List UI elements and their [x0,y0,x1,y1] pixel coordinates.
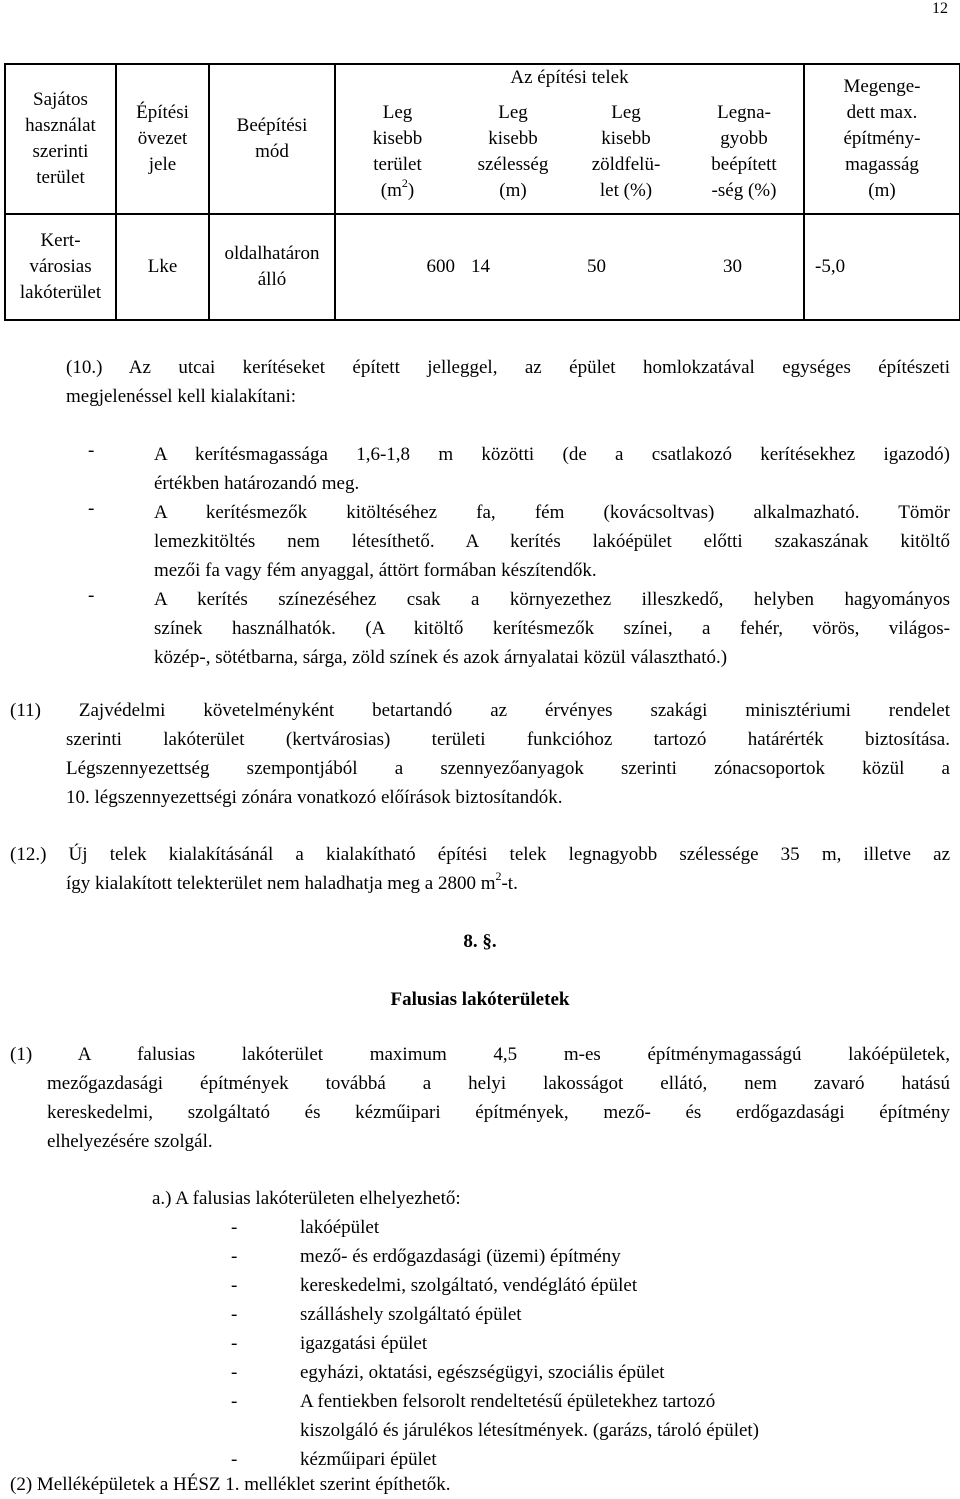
list-item: mező- és erdőgazdasági (üzemi) építmény [300,1246,621,1267]
list-dash: - [231,1362,238,1383]
cell-min-area: 600 [335,214,459,320]
p11-line4: 10. légszennyezettségi zónára vonatkozó előírások biztosítandók. [66,787,563,808]
p10-bullet3-line2: színek használhatók. (A kitöltő kerítésmezők színei, a fehér, vörös, világos- [154,618,950,639]
p10-intro-line2: megjelenéssel kell kialakítani: [66,386,297,407]
list-dash: - [231,1217,238,1238]
list-dash: - [231,1449,238,1470]
header-plot-group: Az építési telek [335,64,804,92]
zoning-table [4,63,960,321]
cell-min-green: 50 [567,214,685,320]
p10-bullet1-line2: értékben határozandó meg. [154,473,360,494]
p10-bullet3-line3: közép-, sötétbarna, sárga, zöld színek és azok árnyalatai közül választható.) [154,647,728,668]
p10-bullet3-line1: A kerítés színezéséhez csak a környezethez illeszkedő, helyben hagyományos [154,589,950,610]
list-item: igazgatási épület [300,1333,428,1354]
p10-intro-line1: (10.) Az utcai kerítéseket épített jelleggel, az épület homlokzatával egységes építészeti [66,357,950,378]
section-number: 8. §. [463,931,497,952]
list-dash: - [231,1275,238,1296]
header-max-height: Megenge- dett max. építmény- magasság (m) [804,64,960,214]
s1-line1: (1) A falusias lakóterület maximum 4,5 m-es építménymagasságú lakóépületek, [10,1044,950,1065]
header-max-built: Legna- gyobb beépített -ség (%) [685,92,804,214]
cell-max-built: 30 [685,214,804,320]
cell-max-height: -5,0 [804,214,960,320]
p12-line1: (12.) Új telek kialakításánál a kialakítható építési telek legnagyobb szélessége 35 m, illetve az [10,844,950,865]
list-dash: - [231,1246,238,1267]
list-item-continuation: kiszolgáló és járulékos létesítmények. (garázs, tároló épület) [300,1420,760,1441]
header-min-width: Leg kisebb szélesség (m) [459,92,567,214]
page-number: 12 [932,0,948,17]
header-building-mode: Beépítési mód [209,64,335,214]
bullet-dash: - [88,585,95,606]
cell-zone-code: Lke [116,214,209,320]
p11-line3: Légszennyezettség szempontjából a szennyezőanyagok szerinti zónacsoportok közül a [66,758,950,779]
s1-line2: mezőgazdasági építmények továbbá a helyi lakosságot ellátó, nem zavaró hatású [47,1073,950,1094]
list-item: lakóépület [300,1217,380,1238]
bullet-dash: - [88,440,95,461]
list-dash: - [231,1391,238,1412]
section-title: Falusias lakóterületek [390,989,570,1010]
p11-line1: (11) Zajvédelmi követelményként betartandó az érvényes szakági minisztériumi rendelet [10,700,950,721]
list-item: kézműipari épület [300,1449,437,1470]
s1-line3: kereskedelmi, szolgáltató és kézműipari építmények, mező- és erdőgazdasági építmény [47,1102,950,1123]
p10-bullet1-line1: A kerítésmagassága 1,6-1,8 m közötti (de a csatlakozó kerítésekhez igazodó) [154,444,950,465]
cell-building-mode: oldalhatáron álló [209,214,335,320]
list-dash: - [231,1304,238,1325]
header-zone-code: Építési övezet jele [116,64,209,214]
p10-bullet2-line3: mezői fa vagy fém anyaggal, áttört formában készítendők. [154,560,597,581]
p10-bullet2-line2: lemezkitöltés nem létesíthető. A kerítés lakóépület előtti szakaszának kitöltő [154,531,950,552]
list-item: szálláshely szolgáltató épület [300,1304,522,1325]
header-use: Sajátos használat szerinti terület [5,64,116,214]
cell-use: Kert- városias lakóterület [5,214,116,320]
s1-line4: elhelyezésére szolgál. [47,1131,213,1152]
list-dash: - [231,1333,238,1354]
p12-line2: így kialakított telekterület nem haladhatja meg a 2800 $m^2-t$. [66,868,518,894]
table-row [5,214,960,320]
cell-min-width: 14 [459,214,567,320]
list-item: egyházi, oktatási, egészségügyi, szociális épület [300,1362,665,1383]
list-item: A fentiekben felsorolt rendeltetésű épületekhez tartozó [300,1391,716,1412]
header-min-area: Leg kisebb terület $(m^2)$ [335,92,459,214]
list-heading: a.) A falusias lakóterületen elhelyezhető: [152,1188,461,1209]
p11-line2: szerinti lakóterület (kertvárosias) területi funkcióhoz tartozó határérték biztosítása. [66,729,950,750]
s2-paragraph: (2) Melléképületek a HÉSZ 1. melléklet szerint építhetők. [10,1474,451,1495]
header-min-green: Leg kisebb zöldfelü- let (%) [567,92,685,214]
bullet-dash: - [88,498,95,519]
list-item: kereskedelmi, szolgáltató, vendéglátó épület [300,1275,638,1296]
p10-bullet2-line1: A kerítésmezők kitöltéséhez fa, fém (kovácsoltvas) alkalmazható. Tömör [154,502,950,523]
